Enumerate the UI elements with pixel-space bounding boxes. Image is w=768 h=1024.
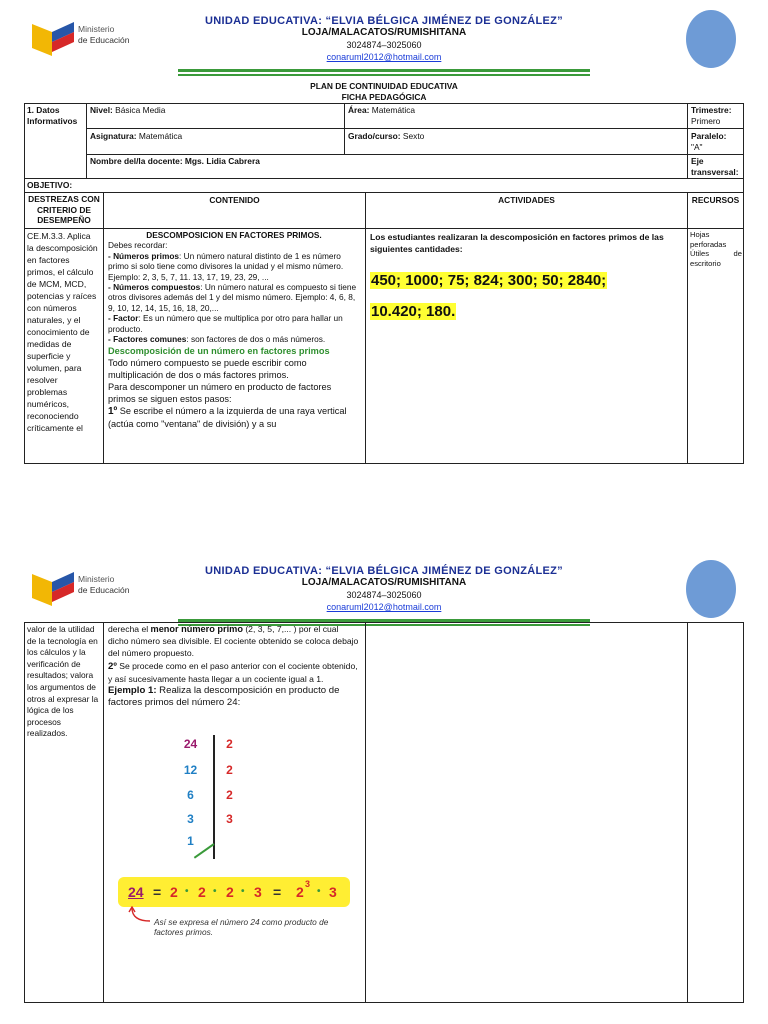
divisor-2: 2 [226,788,233,802]
ministerio-logo [30,568,140,612]
decorative-circle [686,10,736,68]
decorative-circle [686,560,736,618]
trimestre-field: Trimestre: Primero [691,105,732,126]
def-compuestos: - Números compuestos: Un número natural es compuesto si tiene otros divisores además del 1 y del mismo número. Ejemplo: 4, 6, 8, 9, 10, 12, 14, 15, 16, 18, 20,... [108,282,357,313]
division-bar [213,735,215,859]
school-phone: 3024874–3025060 [346,590,422,600]
nivel-field: Nivel: Básica Media [90,105,166,115]
ecuador-flag-icon [30,18,76,58]
power-exponent: 3 [305,879,311,889]
power-base: 2 [296,884,304,900]
division-diagram [160,733,250,863]
numbers-line2: 10.420; 180. [371,303,456,320]
p2-recursos-cell [687,622,744,1003]
paralelo-field: Paralelo: "A" [691,131,727,152]
p2-actividades-cell [365,622,688,1003]
factor: 3 [329,884,337,900]
section-heading: Descomposición de un número en factores primos [108,346,330,357]
formula-equals: = [273,884,282,900]
docente-field: Nombre del/la docente: Mgs. Lidia Cabrera [90,156,260,166]
dot: • [317,886,321,897]
eje-field: Eje transversal: [691,156,739,177]
objetivo-label: OBJETIVO: [27,180,73,190]
ecuador-flag-icon [30,568,76,608]
doc-title: PLAN DE CONTINUIDAD EDUCATIVA [310,81,458,91]
para2: Para descomponer un número en producto de factores primos se siguen estos pasos: [108,382,332,405]
factor: 2 [198,884,206,900]
school-location: LOJA/MALACATOS/RUMISHITANA [301,27,467,38]
doc-subtitle: FICHA PEDAGÓGICA [341,92,427,102]
para1: Todo número compuesto se puede escribir como multiplicación de dos o más factores primos. [108,358,307,381]
p2-destreza-text: valor de la utilidad de la tecnología en los cálculos y la verificación de resultados; valora los argumentos de otros al expresar la lógica de los procesos realizados. [27,624,99,739]
dot: • [185,886,189,897]
p1-actividades-cell [365,228,688,464]
dividend-6: 6 [187,788,194,802]
formula-number: 24 [128,884,144,900]
caption-arrow-icon [128,906,154,926]
school-name: UNIDAD EDUCATIVA: “ELVIA BÉLGICA JIMÉNEZ DE GONZÁLEZ” [205,565,563,577]
p1-contenido [108,230,360,462]
cell-objetivo [24,178,744,193]
activity-text: Los estudiantes realizaran la descomposición en factores primos de las siguientes cantidades: [370,232,664,254]
dot: • [213,886,217,897]
header-destrezas: DESTREZAS CON CRITERIO DE DESEMPEÑO [28,194,100,226]
factor: 3 [254,884,262,900]
ministry-line2: de Educación [78,585,130,595]
ministry-line1: Ministerio [78,24,115,34]
divisor-3: 3 [226,812,233,826]
factor: 2 [170,884,178,900]
divisor-2: 2 [226,737,233,751]
step2: 2º Se procede como en el paso anterior con el cociente obtenido, y así sucesivamente hasta llegar a un cociente igual a 1. [108,660,358,684]
header-divider [178,74,590,76]
debes-recordar: Debes recordar: [108,240,168,251]
dividend-24: 24 [183,737,198,751]
school-email-link[interactable]: conaruml2012@hotmail.com [326,52,442,62]
page1-header [0,0,768,80]
numbers-line1: 450; 1000; 75; 824; 300; 50; 2840; [371,272,607,289]
header-recursos: RECURSOS [691,195,740,205]
dividend-3: 3 [187,812,194,826]
def-factor: - Factor: Es un número que se multiplica por otro para hallar un producto. [108,313,343,334]
recursos-text: Hojas perforadas Útiles de escritorio [690,230,742,268]
divisor-2: 2 [226,763,233,777]
datos-label: 1. Datos Informativos [27,105,78,126]
step1-continued: derecha el menor número primo (2, 3, 5, 7,... ) por el cual dicho número sea divisible. El cociente obtenido se coloca debajo del número propuesto. [108,624,359,659]
step1: 1º Se escribe el número a la izquierda de una raya vertical (actúa como "ventana" de división) y a su [108,406,347,430]
p1-destreza-text: CE.M.3.3. Aplica la descomposición en factores primos, el cálculo de MCM, MCD, potencias y raíces con números naturales, y el conocimiento de medidas de superficie y volumen, para resolver problemas numéricos, reconociendo críticamente el [27,231,98,433]
factorization-formula [118,877,350,907]
school-email-link[interactable]: conaruml2012@hotmail.com [326,602,442,612]
dot: • [241,886,245,897]
ministry-line1: Ministerio [78,574,115,584]
ministerio-logo [30,18,140,62]
header-contenido: CONTENIDO [209,195,260,205]
formula-caption: Así se expresa el número 24 como producto de factores primos. [154,917,329,938]
def-primos: - Números primos: Un número natural distinto de 1 es número primo si solo tiene como divisores la unidad y el mismo número. Ejemplo: 2, 3, 5, 7, 11. 13, 17, 19, 23, 29, ... [108,250,344,282]
content-title: DESCOMPOSICION EN FACTORES PRIMOS. [146,230,322,240]
formula-equals: = [153,884,162,900]
dividend-12: 12 [183,763,198,777]
factor: 2 [226,884,234,900]
dividend-1: 1 [187,834,194,848]
grado-field: Grado/curso: Sexto [348,131,425,141]
school-name: UNIDAD EDUCATIVA: “ELVIA BÉLGICA JIMÉNEZ DE GONZÁLEZ” [205,15,563,27]
def-comunes: - Factores comunes: son factores de dos o más números. [108,334,326,345]
school-phone: 3024874–3025060 [346,40,422,50]
area-field: Área: Matemática [348,105,416,115]
school-location: LOJA/MALACATOS/RUMISHITANA [301,577,467,588]
asignatura-field: Asignatura: Matemática [90,131,183,141]
header-divider [178,69,590,72]
header-actividades: ACTIVIDADES [498,195,555,205]
ejemplo: Ejemplo 1: Realiza la descomposición en producto de factores primos del número 24: [108,685,340,709]
p2-contenido [108,623,360,709]
ministry-line2: de Educación [78,35,130,45]
page2-header [0,550,768,630]
